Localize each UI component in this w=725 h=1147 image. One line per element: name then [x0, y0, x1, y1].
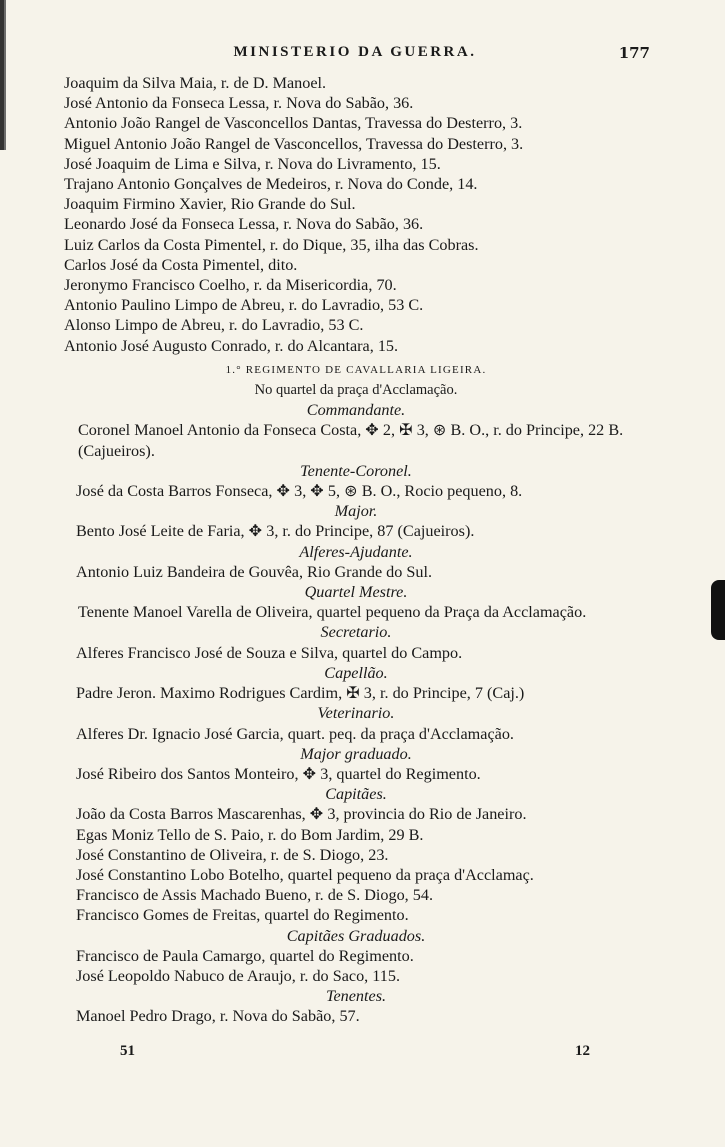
- list-item: Antonio Paulino Limpo de Abreu, r. do Lavradio, 53 C.: [64, 296, 424, 315]
- list-item: Alferes Dr. Ignacio José Garcia, quart. peq. da praça d'Acclamação.: [76, 724, 514, 743]
- role-heading: Commandante.: [306, 401, 406, 420]
- list-item: Antonio João Rangel de Vasconcellos Dantas, Travessa do Desterro, 3.: [64, 114, 523, 133]
- role-heading: Alferes-Ajudante.: [299, 542, 413, 561]
- list-item: Alferes Francisco José de Souza e Silva, quartel do Campo.: [76, 643, 463, 662]
- list-item: Francisco de Paula Camargo, quartel do Regimento.: [76, 946, 414, 965]
- role-heading: Major.: [334, 502, 378, 521]
- list-item: Francisco Gomes de Freitas, quartel do Regimento.: [76, 906, 409, 925]
- list-item: José Joaquim de Lima e Silva, r. Nova do Livramento, 15.: [64, 154, 441, 173]
- list-item: Francisco de Assis Machado Bueno, r. de S. Diogo, 54.: [76, 886, 433, 905]
- page-footer: [120, 1043, 590, 1063]
- list-item: Joaquim da Silva Maia, r. de D. Manoel.: [64, 74, 327, 92]
- entry-text: Coronel Manoel Antonio da Fonseca Costa, ✥ 2, ✠ 3, ⊛ B. O., r. do Principe, 22 B. (Cajueiros).: [78, 421, 624, 460]
- list-item: Egas Moniz Tello de S. Paio, r. do Bom Jardim, 29 B.: [76, 825, 424, 844]
- page-number: 177: [618, 44, 650, 62]
- list-item: Miguel Antonio João Rangel de Vasconcellos, Travessa do Desterro, 3.: [64, 134, 524, 153]
- role-heading: Quartel Mestre.: [304, 583, 408, 602]
- list-item: [64, 602, 648, 622]
- list-item: José Ribeiro dos Santos Monteiro, ✥ 3, quartel do Regimento.: [76, 764, 481, 783]
- role-heading: Major graduado.: [300, 744, 412, 763]
- role-heading: Secretario.: [320, 623, 392, 642]
- list-item: José Antonio da Fonseca Lessa, r. Nova do Sabão, 36.: [64, 94, 414, 113]
- section-heading: 1.° REGIMENTO DE CAVALLARIA LIGEIRA.: [225, 363, 487, 376]
- list-item: Carlos José da Costa Pimentel, dito.: [64, 255, 298, 274]
- list-item: [64, 420, 648, 460]
- list-item: Bento José Leite de Faria, ✥ 3, r. do Principe, 87 (Cajueiros).: [76, 522, 475, 541]
- list-item: Leonardo José da Fonseca Lessa, r. Nova do Sabão, 36.: [64, 215, 424, 234]
- list-item: Antonio José Augusto Conrado, r. do Alcantara, 15.: [64, 336, 399, 355]
- section-subtitle: No quartel da praça d'Acclamação.: [254, 382, 458, 399]
- role-heading: Capitães Graduados.: [286, 926, 426, 945]
- list-item: Manoel Pedro Drago, r. Nova do Sabão, 57.: [76, 1007, 360, 1026]
- page-edge-shadow: [0, 0, 16, 150]
- signature-mark-left: 51: [120, 1043, 135, 1059]
- list-item: João da Costa Barros Mascarenhas, ✥ 3, provincia do Rio de Janeiro.: [76, 805, 527, 824]
- role-heading: Capitães.: [325, 785, 387, 804]
- running-title: MINISTERIO DA GUERRA.: [233, 44, 477, 60]
- signature-mark-right: 12: [575, 1043, 590, 1059]
- role-heading: Capellão.: [324, 663, 388, 682]
- role-heading: Tenente-Coronel.: [300, 461, 412, 480]
- list-item: Luiz Carlos da Costa Pimentel, r. do Dique, 35, ilha das Cobras.: [64, 235, 479, 254]
- list-item: José Constantino Lobo Botelho, quartel pequeno da praça d'Acclamaç.: [76, 865, 534, 884]
- role-heading: Tenentes.: [325, 987, 387, 1006]
- list-item: Antonio Luiz Bandeira de Gouvêa, Rio Grande do Sul.: [76, 562, 433, 581]
- page-header: [60, 44, 650, 66]
- entry-text: Tenente Manoel Varella de Oliveira, quartel pequeno da Praça da Acclamação.: [78, 603, 587, 622]
- list-item: José Constantino de Oliveira, r. de S. Diogo, 23.: [76, 845, 389, 864]
- list-item: José Leopoldo Nabuco de Araujo, r. do Saco, 115.: [76, 966, 400, 985]
- list-item: Joaquim Firmino Xavier, Rio Grande do Sul.: [64, 195, 356, 214]
- list-item: José da Costa Barros Fonseca, ✥ 3, ✥ 5, ⊛ B. O., Rocio pequeno, 8.: [76, 482, 523, 501]
- list-item: Trajano Antonio Gonçalves de Medeiros, r. Nova do Conde, 14.: [64, 175, 478, 194]
- role-heading: Veterinario.: [317, 704, 395, 723]
- list-item: Padre Jeron. Maximo Rodrigues Cardim, ✠ 3, r. do Principe, 7 (Caj.): [76, 684, 525, 703]
- thumb-mark: [711, 580, 725, 640]
- page-body: [64, 73, 648, 1027]
- list-item: Jeronymo Francisco Coelho, r. da Misericordia, 70.: [64, 276, 397, 295]
- list-item: Alonso Limpo de Abreu, r. do Lavradio, 53 C.: [64, 316, 364, 335]
